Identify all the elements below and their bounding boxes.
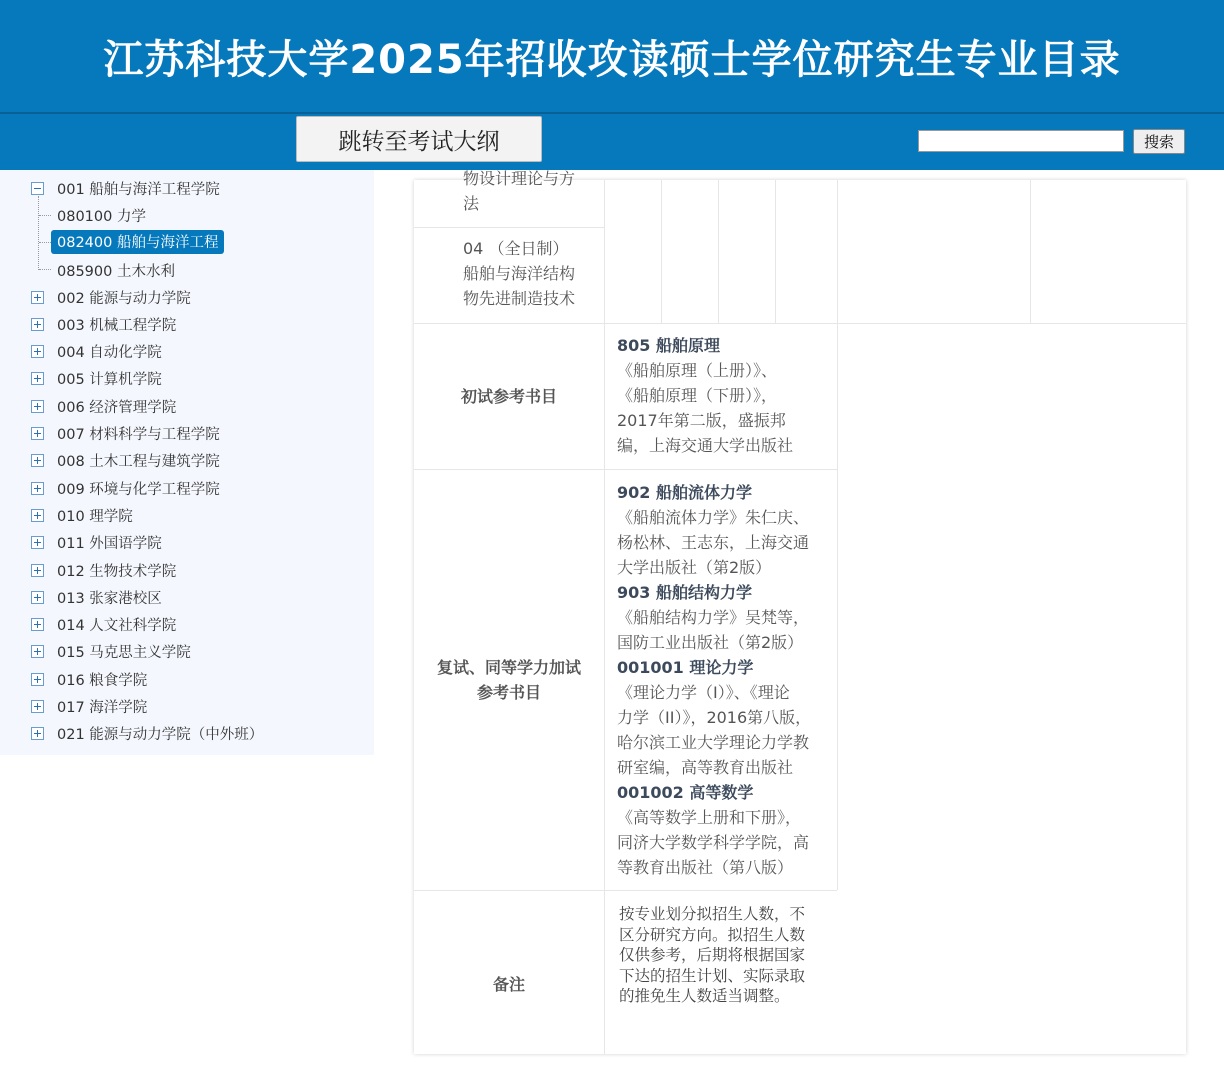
book-text: 国防工业出版社（第2版） [617, 633, 804, 652]
tree-child-085900[interactable] [0, 258, 374, 282]
toolbar [0, 112, 1224, 170]
expand-icon[interactable] [31, 372, 44, 385]
tree-node-001[interactable] [0, 176, 374, 200]
sidebar-tree [0, 170, 374, 755]
expand-icon[interactable] [31, 345, 44, 358]
tree-node[interactable] [0, 640, 374, 664]
grid-line [1030, 180, 1031, 323]
grid-line [661, 180, 662, 323]
tree-node[interactable] [0, 476, 374, 500]
expand-icon[interactable] [31, 536, 44, 549]
tree-node[interactable] [0, 422, 374, 446]
book-text: 2017年第二版，盛振邦 [617, 411, 786, 430]
tree-node-label[interactable]: 016 粮食学院 [57, 672, 148, 689]
tree-node[interactable] [0, 449, 374, 473]
tree-node-label[interactable]: 014 人文社科学院 [57, 618, 177, 635]
expand-icon[interactable] [31, 564, 44, 577]
major-detail-table [414, 169, 1186, 1054]
grid-line [718, 180, 719, 323]
expand-icon[interactable] [31, 673, 44, 686]
book-text: 等教育出版社（第八版） [617, 858, 794, 877]
book-text: 《理论力学（I）》、《理论 [617, 683, 790, 702]
expand-icon[interactable] [31, 645, 44, 658]
remark-line: 的推免生人数适当调整。 [619, 987, 790, 1005]
jump-to-syllabus-button[interactable]: 跳转至考试大纲 [296, 116, 542, 162]
book-text: 研室编，高等教育出版社 [617, 758, 794, 777]
tree-node-label[interactable]: 011 外国语学院 [57, 536, 162, 553]
direction-text: 物先进制造技术 [463, 289, 576, 308]
search-button[interactable]: 搜索 [1133, 129, 1185, 154]
book-text: 同济大学数学科学学院，高 [617, 833, 810, 852]
expand-icon[interactable] [31, 727, 44, 740]
book-text: 力学（II）》，2016第八版， [617, 708, 812, 727]
grid-line [837, 180, 838, 890]
expand-icon[interactable] [31, 318, 44, 331]
collapse-icon[interactable] [31, 182, 44, 195]
expand-icon[interactable] [31, 482, 44, 495]
tree-node[interactable] [0, 722, 374, 746]
expand-icon[interactable] [31, 400, 44, 413]
grid-line [414, 227, 604, 228]
book-title: 903 船舶结构力学 [617, 583, 752, 602]
tree-node[interactable] [0, 340, 374, 364]
tree-node-label[interactable]: 005 计算机学院 [57, 372, 162, 389]
tree-node-label[interactable]: 013 张家港校区 [57, 590, 162, 607]
tree-node[interactable] [0, 613, 374, 637]
tree-node[interactable] [0, 531, 374, 555]
book-text: 《船舶结构力学》吴梵等， [617, 608, 810, 627]
book-title: 805 船舶原理 [617, 336, 720, 355]
page-header [0, 0, 1224, 112]
tree-node[interactable] [0, 367, 374, 391]
remark-line: 区分研究方向。拟招生人数 [619, 925, 806, 944]
tree-node[interactable] [0, 667, 374, 691]
expand-icon[interactable] [31, 509, 44, 522]
tree-node-label[interactable]: 015 马克思主义学院 [57, 645, 191, 662]
book-title: 001001 理论力学 [617, 658, 754, 677]
tree-child-label-selected[interactable]: 082400 船舶与海洋工程 [51, 230, 224, 254]
remark-label: 备注 [492, 974, 525, 994]
tree-node[interactable] [0, 585, 374, 609]
expand-icon[interactable] [31, 454, 44, 467]
retest-books-label [414, 469, 604, 890]
retest-label-text: 复试、同等学力加试 [436, 657, 581, 677]
book-text: 哈尔滨工业大学理论力学教 [617, 733, 810, 752]
tree-node-label[interactable]: 007 材料科学与工程学院 [57, 427, 220, 443]
expand-icon[interactable] [31, 591, 44, 604]
tree-node[interactable] [0, 695, 374, 719]
direction-04 [463, 236, 575, 311]
remark-line: 按专业划分拟招生人数，不 [619, 905, 806, 923]
tree-child-080100[interactable] [0, 203, 374, 227]
book-text: 《船舶流体力学》朱仁庆、 [617, 508, 810, 527]
tree-node-label[interactable]: 002 能源与动力学院 [57, 290, 191, 307]
direction-text: 04 （全日制） [463, 239, 569, 258]
book-text: 《船舶原理（上册）》、 [617, 361, 778, 380]
tree-child-label[interactable]: 085900 土木水利 [57, 263, 175, 280]
tree-node-label[interactable]: 012 生物技术学院 [57, 563, 177, 580]
expand-icon[interactable] [31, 427, 44, 440]
tree-child-label[interactable]: 080100 力学 [57, 208, 146, 225]
direction-partial [463, 166, 575, 216]
tree-node[interactable] [0, 558, 374, 582]
tree-node[interactable] [0, 503, 374, 527]
tree-node-label[interactable]: 017 海洋学院 [57, 700, 148, 716]
direction-text: 法 [463, 194, 480, 213]
expand-icon[interactable] [31, 291, 44, 304]
retest-books [617, 480, 835, 880]
tree-node[interactable] [0, 394, 374, 418]
remark-text [619, 904, 835, 1007]
page-title: 江苏科技大学2025年招收攻读硕士学位研究生专业目录 [103, 36, 1121, 83]
expand-icon[interactable] [31, 618, 44, 631]
book-text: 《高等数学上册和下册》， [617, 808, 802, 827]
tree-node-label[interactable]: 009 环境与化学工程学院 [57, 481, 220, 498]
remark-line: 下达的招生计划、实际录取 [619, 966, 806, 985]
tree-child-082400[interactable] [0, 230, 374, 254]
direction-text: 物设计理论与方 [463, 169, 576, 188]
search-input[interactable] [918, 130, 1124, 152]
tree-node-label[interactable]: 021 能源与动力学院（中外班） [57, 727, 264, 744]
book-text: 杨松林、王志东，上海交通 [617, 533, 810, 552]
book-text: 《船舶原理（下册）》， [617, 386, 778, 405]
tree-node[interactable] [0, 312, 374, 336]
expand-icon[interactable] [31, 700, 44, 713]
book-title: 902 船舶流体力学 [617, 483, 752, 502]
tree-node-label[interactable]: 001 船舶与海洋工程学院 [57, 181, 220, 198]
book-text: 编，上海交通大学出版社 [617, 436, 794, 455]
remark-line: 仅供参考，后期将根据国家 [619, 946, 806, 964]
tree-node-label[interactable]: 004 自动化学院 [57, 345, 162, 362]
initial-books-label: 初试参考书目 [460, 386, 557, 406]
book-title: 001002 高等数学 [617, 783, 754, 802]
tree-node-label[interactable]: 006 经济管理学院 [57, 399, 177, 416]
initial-books [617, 333, 835, 458]
retest-label-text: 参考书目 [476, 682, 541, 702]
tree-node-label[interactable]: 008 土木工程与建筑学院 [57, 454, 220, 471]
tree-node[interactable] [0, 285, 374, 309]
grid-line [775, 180, 776, 323]
tree-node-label[interactable]: 010 理学院 [57, 508, 133, 525]
grid-line [604, 180, 605, 1054]
direction-text: 船舶与海洋结构 [463, 264, 576, 283]
tree-node-label[interactable]: 003 机械工程学院 [57, 317, 177, 334]
book-text: 大学出版社（第2版） [617, 558, 772, 577]
